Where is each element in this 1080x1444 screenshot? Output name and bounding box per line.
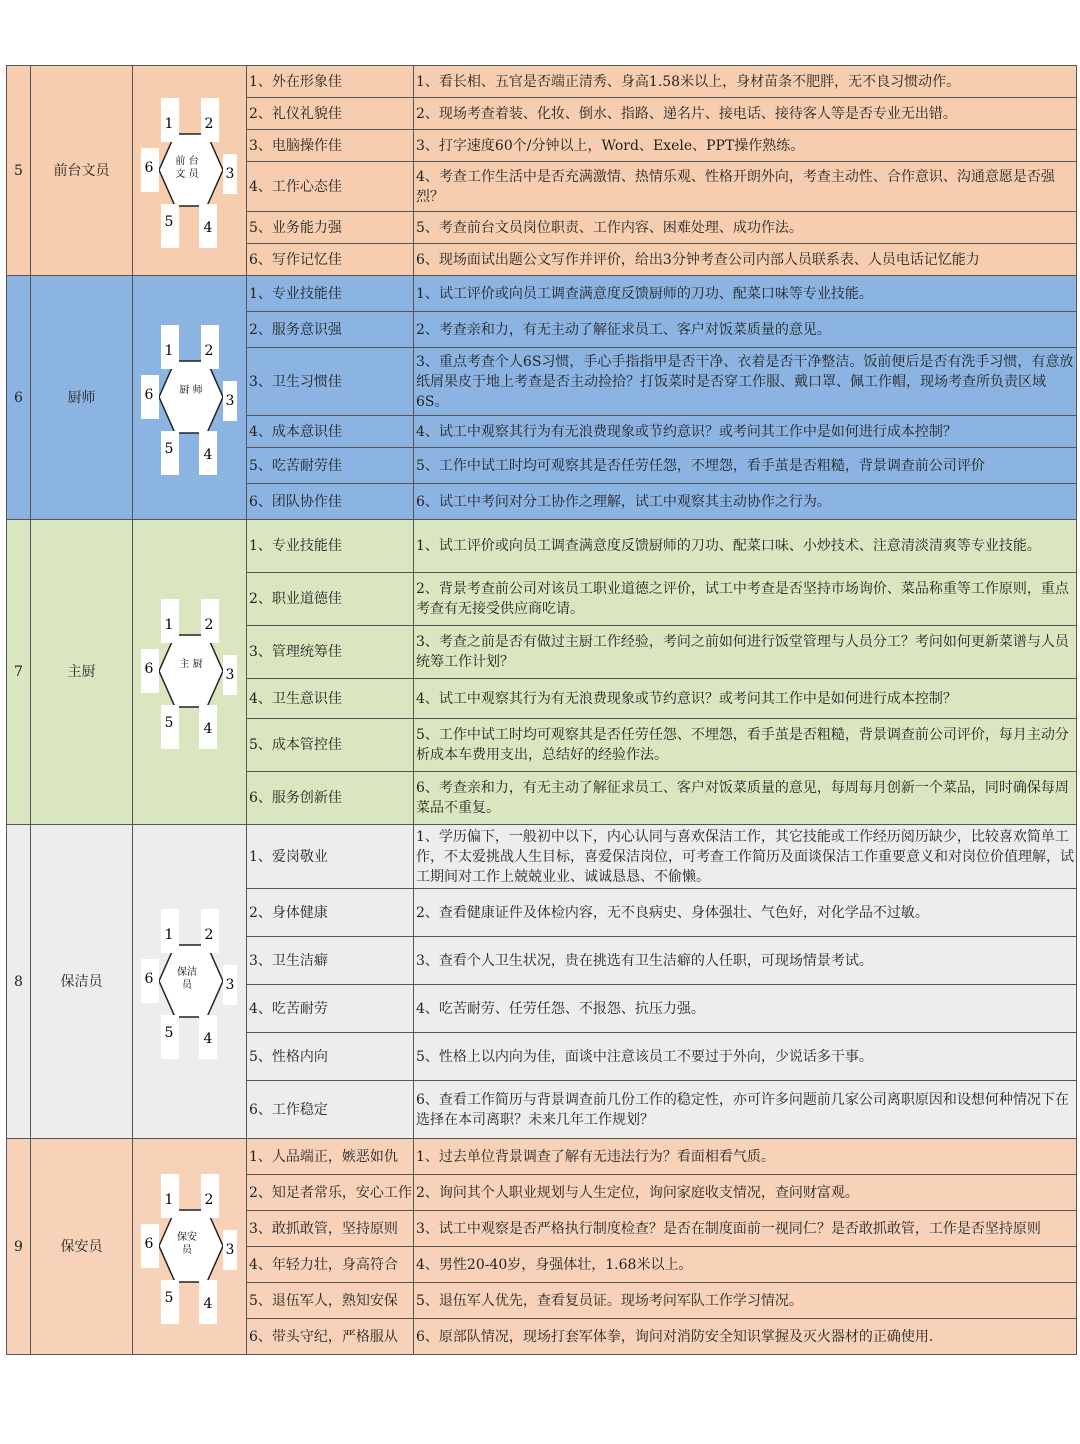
description-cell: 3、考查之前是否有做过主厨工作经验，考问之前如何进行饭堂管理与人员分工？考问如何更新菜谱与人员统筹工作计划？ [414, 626, 1077, 679]
description-cell: 5、退伍军人优先，查看复员证。现场考问军队工作学习情况。 [414, 1283, 1077, 1319]
hexagon-label: 文 员 [175, 168, 199, 180]
trait-cell: 3、管理统筹佳 [247, 626, 414, 679]
hexagon-diagram-cell [133, 66, 247, 276]
hexagon-label: 保安 [177, 1231, 197, 1243]
hexagon-label: 员 [182, 979, 192, 991]
hexagon-number: 2 [204, 617, 214, 633]
hexagon-number: 1 [164, 342, 174, 359]
hexagon-number: 6 [144, 386, 154, 403]
description-cell: 1、过去单位背景调查了解有无违法行为？看面相看气质。 [414, 1139, 1077, 1175]
hexagon-label: 主 厨 [179, 659, 203, 670]
hexagon-diagram-cell [133, 520, 247, 825]
hexagon-shape [159, 361, 223, 433]
hexagon-diagram [135, 1162, 247, 1332]
hexagon-label: 员 [182, 1244, 192, 1256]
trait-cell: 1、专业技能佳 [247, 520, 414, 573]
hexagon-number: 1 [164, 1191, 174, 1208]
table-row [7, 825, 1077, 889]
hexagon-label: 保洁 [177, 966, 197, 978]
trait-cell: 4、成本意识佳 [247, 416, 414, 448]
group-number: 9 [7, 1139, 31, 1355]
role-name: 保洁员 [31, 825, 133, 1139]
trait-cell: 3、敢抓敢管，坚持原则 [247, 1211, 414, 1247]
table-body [7, 66, 1077, 1355]
description-cell: 4、试工中观察其行为有无浪费现象或节约意识？或考问其工作中是如何进行成本控制？ [414, 679, 1077, 719]
hexagon-number: 5 [164, 440, 174, 457]
description-cell: 5、考查前台文员岗位职责、工作内容、困难处理、成功作法。 [414, 212, 1077, 244]
hexagon-number: 2 [204, 1191, 214, 1208]
description-cell: 6、现场面试出题公文写作并评价，给出3分钟考查公司内部人员联系表、人员电话记忆能力 [414, 244, 1077, 276]
hexagon-shape [159, 635, 223, 707]
description-cell: 6、原部队情况，现场打套军体拳，询问对消防安全知识掌握及灭火器材的正确使用. [414, 1319, 1077, 1355]
hexagon-number: 2 [204, 342, 214, 359]
hexagon-diagram [135, 587, 247, 757]
hexagon-number: 4 [203, 1030, 213, 1047]
trait-cell: 1、爱岗敬业 [247, 825, 414, 889]
trait-cell: 2、身体健康 [247, 889, 414, 937]
trait-cell: 5、退伍军人，熟知安保 [247, 1283, 414, 1319]
trait-cell: 6、工作稳定 [247, 1081, 414, 1139]
trait-cell: 6、服务创新佳 [247, 772, 414, 825]
hexagon-number: 1 [164, 926, 174, 943]
trait-cell: 4、卫生意识佳 [247, 679, 414, 719]
hexagon-number: 3 [225, 667, 235, 683]
hexagon-number: 3 [225, 165, 235, 182]
hexagon-number: 3 [225, 392, 235, 409]
trait-cell: 1、专业技能佳 [247, 276, 414, 312]
description-cell: 4、男性20-40岁，身强体壮，1.68米以上。 [414, 1247, 1077, 1283]
trait-cell: 6、写作记忆佳 [247, 244, 414, 276]
description-cell: 4、试工中观察其行为有无浪费现象或节约意识？或考问其工作中是如何进行成本控制？ [414, 416, 1077, 448]
role-name: 厨师 [31, 276, 133, 520]
hexagon-number: 6 [144, 1235, 154, 1252]
trait-cell: 3、卫生习惯佳 [247, 348, 414, 416]
description-cell: 2、背景考查前公司对该员工职业道德之评价，试工中考查是否坚持市场询价、菜品称重等工作原则，重点考查有无接受供应商吃请。 [414, 573, 1077, 626]
trait-cell: 1、人品端正，嫉恶如仇 [247, 1139, 414, 1175]
trait-cell: 2、服务意识强 [247, 312, 414, 348]
group-number: 6 [7, 276, 31, 520]
table-row [7, 520, 1077, 573]
hexagon-label: 厨 师 [179, 384, 203, 396]
description-cell: 6、试工中考问对分工协作之理解，试工中观察其主动协作之行为。 [414, 484, 1077, 520]
hexagon-number: 5 [164, 1289, 174, 1306]
trait-cell: 5、成本管控佳 [247, 719, 414, 772]
hexagon-number: 4 [203, 721, 213, 737]
role-name: 保安员 [31, 1139, 133, 1355]
hexagon-diagram [135, 897, 247, 1067]
table-row [7, 1139, 1077, 1175]
hexagon-number: 4 [203, 1295, 213, 1312]
description-cell: 6、查看工作简历与背景调查前几份工作的稳定性，亦可许多问题前几家公司离职原因和设想何种情况下在选择在本司离职？未来几年工作规划？ [414, 1081, 1077, 1139]
table-row [7, 276, 1077, 312]
role-name: 主厨 [31, 520, 133, 825]
description-cell: 3、打字速度60个/分钟以上，Word、Exele、PPT操作熟练。 [414, 130, 1077, 162]
trait-cell: 3、电脑操作佳 [247, 130, 414, 162]
hexagon-number: 6 [144, 970, 154, 987]
description-cell: 3、查看个人卫生状况，贵在挑选有卫生洁癖的人任职，可现场情景考试。 [414, 937, 1077, 985]
hexagon-number: 3 [225, 976, 235, 993]
hexagon-number: 2 [204, 115, 214, 132]
description-cell: 4、吃苦耐劳、任劳任怨、不报怨、抗压力强。 [414, 985, 1077, 1033]
trait-cell: 3、卫生洁癖 [247, 937, 414, 985]
hexagon-number: 6 [144, 661, 154, 677]
description-cell: 3、试工中观察是否严格执行制度检查？是否在制度面前一视同仁？是否敢抓敢管，工作是否坚持原则 [414, 1211, 1077, 1247]
trait-cell: 2、礼仪礼貌佳 [247, 98, 414, 130]
hexagon-number: 3 [225, 1241, 235, 1258]
description-cell: 6、考查亲和力，有无主动了解征求员工、客户对饭菜质量的意见，每周每月创新一个菜品，同时确保每周菜品不重复。 [414, 772, 1077, 825]
description-cell: 4、考查工作生活中是否充满激情、热情乐观、性格开朗外向，考查主动性、合作意识、沟通意愿是否强烈？ [414, 162, 1077, 212]
trait-cell: 5、业务能力强 [247, 212, 414, 244]
description-cell: 2、查看健康证件及体检内容，无不良病史、身体强壮、气色好，对化学品不过敏。 [414, 889, 1077, 937]
trait-cell: 6、团队协作佳 [247, 484, 414, 520]
hexagon-diagram [135, 86, 247, 256]
description-cell: 5、工作中试工时均可观察其是否任劳任怨，不埋怨，看手茧是否粗糙，背景调查前公司评价 [414, 448, 1077, 484]
description-cell: 5、性格上以内向为佳，面谈中注意该员工不要过于外向，少说话多干事。 [414, 1033, 1077, 1081]
group-number: 7 [7, 520, 31, 825]
role-name: 前台文员 [31, 66, 133, 276]
hexagon-number: 2 [204, 926, 214, 943]
hexagon-diagram-cell [133, 276, 247, 520]
group-number: 5 [7, 66, 31, 276]
trait-cell: 1、外在形象佳 [247, 66, 414, 98]
trait-cell: 5、吃苦耐劳佳 [247, 448, 414, 484]
description-cell: 1、试工评价或向员工调查满意度反馈厨师的刀功、配菜口味、小炒技术、注意清淡清爽等专业技能。 [414, 520, 1077, 573]
hexagon-diagram-cell [133, 1139, 247, 1355]
description-cell: 1、试工评价或向员工调查满意度反馈厨师的刀功、配菜口味等专业技能。 [414, 276, 1077, 312]
description-cell: 3、重点考查个人6S习惯，手心手指指甲是否干净、衣着是否干净整洁。饭前便后是否有洗手习惯，有意放纸屑果皮于地上考查是否主动捡拾？打饭菜时是否穿工作服、戴口罩、佩工作帽，现场考查所负责区域6S。 [414, 348, 1077, 416]
trait-cell: 4、年轻力壮，身高符合 [247, 1247, 414, 1283]
hexagon-diagram-cell [133, 825, 247, 1139]
trait-cell: 2、职业道德佳 [247, 573, 414, 626]
hexagon-number: 1 [164, 617, 174, 633]
description-cell: 1、看长相、五官是否端正清秀、身高1.58米以上，身材苗条不肥胖，无不良习惯动作。 [414, 66, 1077, 98]
table-row [7, 66, 1077, 98]
hexagon-diagram [135, 313, 247, 483]
trait-cell: 2、知足者常乐，安心工作 [247, 1175, 414, 1211]
description-cell: 2、考查亲和力，有无主动了解征求员工、客户对饭菜质量的意见。 [414, 312, 1077, 348]
description-cell: 2、询问其个人职业规划与人生定位，询问家庭收支情况，查问财富观。 [414, 1175, 1077, 1211]
description-cell: 5、工作中试工时均可观察其是否任劳任怨、不埋怨，看手茧是否粗糙，背景调查前公司评价，每月主动分析成本车费用支出，总结好的经验作法。 [414, 719, 1077, 772]
trait-cell: 4、工作心态佳 [247, 162, 414, 212]
hexagon-label: 前 台 [175, 155, 199, 167]
hexagon-number: 5 [164, 715, 174, 731]
hexagon-number: 5 [164, 1024, 174, 1041]
hexagon-number: 6 [144, 159, 154, 176]
trait-cell: 5、性格内向 [247, 1033, 414, 1081]
group-number: 8 [7, 825, 31, 1139]
hexagon-number: 5 [164, 213, 174, 230]
description-cell: 2、现场考查着装、化妆、倒水、指路、递名片、接电话、接待客人等是否专业无出错。 [414, 98, 1077, 130]
hexagon-number: 1 [164, 115, 174, 132]
trait-cell: 4、吃苦耐劳 [247, 985, 414, 1033]
description-cell: 1、学历偏下，一般初中以下，内心认同与喜欢保洁工作，其它技能或工作经历阅历缺少，比较喜欢简单工作，不太爱挑战人生目标，喜爱保洁岗位，可考查工作简历及面谈保洁工作重要意义和对岗位价值理解，试工期间对工作上兢兢业业、诚诚恳恳、不偷懒。 [414, 825, 1077, 889]
hexagon-number: 4 [203, 446, 213, 463]
hexagon-number: 4 [203, 219, 213, 236]
trait-cell: 6、带头守纪，严格服从 [247, 1319, 414, 1355]
assessment-table [6, 65, 1077, 1355]
